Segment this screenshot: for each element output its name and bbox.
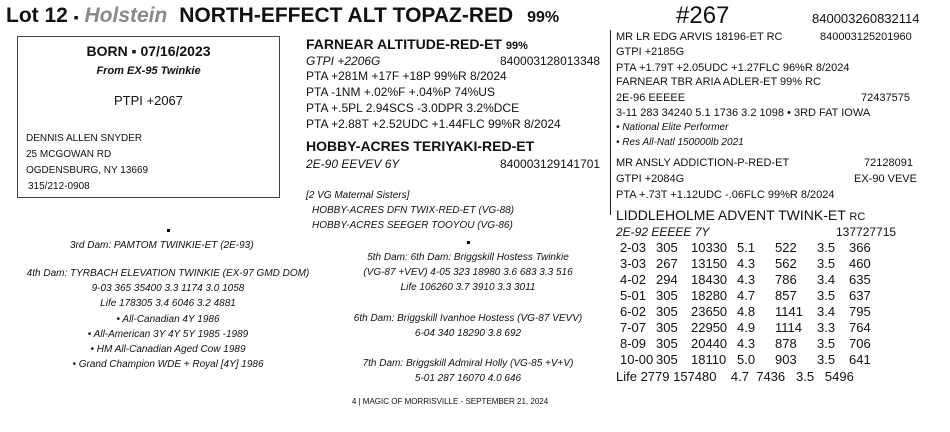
lactation-cell: 4.9 [737, 320, 756, 335]
sisters-heading: [2 VG Maternal Sisters] [306, 190, 410, 201]
fourth-dam-award-1: • All-Canadian 4Y 1986 [116, 314, 220, 325]
lactation-cell: 3.5 [817, 336, 836, 351]
lactation-cell: 786 [775, 272, 797, 287]
consignor-phone: 315/212-0908 [28, 181, 90, 192]
lactation-cell: 267 [656, 256, 678, 271]
lactation-cell: 641 [849, 352, 871, 367]
born-box [17, 36, 280, 198]
lactation-cell: 3.4 [817, 272, 836, 287]
lactation-cell: 4.3 [737, 272, 756, 287]
fourth-dam-award-3: • HM All-Canadian Aged Cow 1989 [90, 344, 246, 355]
lactation-cell: 305 [656, 288, 678, 303]
lactation-cell: 706 [849, 336, 871, 351]
dam-name: HOBBY-ACRES TERIYAKI-RED-ET [306, 138, 535, 154]
lactation-cell: 3.5 [817, 240, 836, 255]
seventh-dam-record: 5-01 287 16070 4.0 646 [414, 373, 522, 384]
dam-dam: LIDDLEHOLME ADVENT TWINK-ET [616, 207, 846, 223]
lactation-cell: 3.3 [817, 320, 836, 335]
lactation-cell: 1141 [775, 304, 803, 319]
lactation-cell: 18430 [691, 272, 728, 287]
lactation-cell: 795 [849, 304, 871, 319]
sire-pta-3: PTA +.5PL 2.94SCS -3.0DPR 3.2%DCE [306, 101, 520, 115]
sire-sire-pta: PTA +1.79T +2.05UDC +1.27FLC 96%R 8/2024 [616, 62, 850, 74]
seventh-dam: 7th Dam: Briggskill Admiral Holly (VG-85 +V+V) [362, 358, 574, 369]
fourth-dam-life: Life 178305 3.4 6046 3.2 4881 [100, 298, 236, 309]
dam-sire-class: EX-90 VEVE [854, 173, 917, 185]
dam-sire-pta: PTA +.73T +1.12UDC -.06FLC 99%R 8/2024 [616, 189, 835, 201]
lot-number: Lot 12 [6, 4, 68, 27]
lactation-row [620, 321, 889, 337]
lactation-cell: 4.7 [737, 288, 756, 303]
section-dot [167, 229, 170, 232]
sire-sire-gtpi: GTPI +2185G [616, 46, 685, 58]
lactation-cell: 4-02 [620, 272, 647, 287]
section-dot [467, 241, 470, 244]
lot-header [6, 4, 559, 28]
lactation-cell: 3.5 [817, 288, 836, 303]
sire-pta-2: PTA -1NM +.02%F +.04%P 74%US [306, 85, 495, 99]
fourth-dam-record: 9-03 365 35400 3.3 1174 3.0 1058 [91, 283, 245, 294]
lactation-cell: 5.1 [737, 240, 756, 255]
fourth-dam: 4th Dam: TYRBACH ELEVATION TWINKIE (EX-97 GMD DOM) [26, 268, 310, 279]
lactation-cell: 6-02 [620, 304, 647, 319]
sire-dam-reg: 72437575 [861, 92, 910, 104]
fifth-sixth-dam-record: (VG-87 +VEV) 4-05 323 18980 3.6 683 3.3 516 [363, 267, 573, 278]
breed: Holstein [84, 4, 168, 27]
lactation-cell: 18280 [691, 288, 728, 303]
sire-pta-1: PTA +281M +17F +18P 99%R 8/2024 [306, 69, 507, 83]
ptpi: PTPI +2067 [113, 93, 184, 108]
dam-dam-row [616, 207, 865, 223]
sire-pta-4: PTA +2.88T +2.52UDC +1.44FLC 99%R 8/2024 [306, 117, 561, 131]
lactation-cell: 635 [849, 272, 871, 287]
dam-dam-class: 2E-92 EEEEE 7Y [616, 225, 710, 239]
lactation-cell: 903 [775, 352, 797, 367]
sister-2: HOBBY-ACRES SEEGER TOOYOU (VG-86) [312, 220, 513, 231]
lactation-row [620, 353, 889, 369]
lactation-cell: 366 [849, 240, 871, 255]
dam-dam-reg: 137727715 [836, 225, 897, 239]
lactation-cell: 13150 [691, 256, 728, 271]
sire-reg: 840003128013348 [500, 54, 601, 68]
lactation-cell: 3.4 [817, 304, 836, 319]
catalog-number: #267 [676, 2, 730, 29]
consignor-address: 25 MCGOWAN RD [26, 149, 112, 160]
lactation-cell: 1114 [775, 320, 802, 335]
lactation-cell: 522 [775, 240, 797, 255]
fourth-dam-award-4: • Grand Champion WDE + Royal [4Y] 1986 [72, 359, 264, 370]
consignor-name: DENNIS ALLEN SNYDER [26, 133, 143, 144]
lactation-row [620, 257, 889, 273]
page-footer: 4 | MAGIC OF MORRISVILLE - SEPTEMBER 21, 2024 [351, 397, 549, 406]
sixth-dam: 6th Dam: Briggskill Ivanhoe Hostess (VG-87 VEVV) [353, 313, 583, 324]
sire-pct: 99% [505, 40, 528, 52]
lactation-cell: 22950 [691, 320, 728, 335]
lactation-cell: 23650 [691, 304, 728, 319]
lactation-row [620, 305, 889, 321]
sire-dam: FARNEAR TBR ARIA ADLER-ET 99% RC [616, 76, 821, 88]
lactation-table [620, 241, 889, 369]
lactation-cell: 8-09 [620, 336, 647, 351]
born-date: BORN ▪ 07/16/2023 [86, 43, 211, 59]
lactation-row [620, 289, 889, 305]
divider [610, 155, 611, 215]
lactation-cell: 764 [849, 320, 871, 335]
lactation-cell: 4.3 [737, 336, 756, 351]
fifth-sixth-dam-life: Life 106260 3.7 3910 3.3 3011 [400, 282, 536, 293]
dam-class: 2E-90 EEVEV 6Y [306, 157, 400, 171]
dam-reg: 840003129141701 [500, 157, 601, 171]
sire-gtpi: GTPI +2206G [306, 54, 381, 68]
lactation-cell: 4.8 [737, 304, 756, 319]
from-dam: From EX-95 Twinkie [96, 65, 201, 77]
sire-dam-honor-2: • Res All-Natl 150000lb 2021 [616, 137, 744, 148]
dam-dam-lifetime: Life 2779 157480 4.7 7436 3.5 5496 [616, 369, 854, 384]
lactation-cell: 10330 [691, 240, 728, 255]
lactation-cell: 305 [656, 352, 678, 367]
lactation-cell: 18110 [691, 352, 727, 367]
lactation-cell: 3-03 [620, 256, 647, 271]
dam-dam-rc: RC [849, 211, 866, 223]
lactation-cell: 562 [775, 256, 797, 271]
fourth-dam-award-2: • All-American 3Y 4Y 5Y 1985 -1989 [87, 329, 249, 340]
dam-sire-gtpi: GTPI +2084G [616, 173, 685, 185]
dam-sire: MR ANSLY ADDICTION-P-RED-ET [616, 157, 790, 169]
lactation-cell: 5-01 [620, 288, 647, 303]
lactation-cell: 305 [656, 240, 678, 255]
fifth-sixth-dam: 5th Dam: 6th Dam: Briggskill Hostess Twinkie [367, 252, 569, 263]
lactation-cell: 3.5 [817, 256, 836, 271]
sire-dam-class: 2E-96 EEEEE [616, 92, 686, 104]
dam-sire-reg: 72128091 [864, 157, 913, 169]
animal-name: NORTH-EFFECT ALT TOPAZ-RED [179, 4, 514, 27]
sire-sire-reg: 840003125201960 [820, 31, 912, 43]
lactation-cell: 878 [775, 336, 797, 351]
lactation-row [620, 337, 889, 353]
sire-sire: MR LR EDG ARVIS 18196-ET RC [616, 31, 783, 43]
sire-name-row [306, 36, 528, 52]
lactation-row [620, 241, 889, 257]
lactation-cell: 3.5 [817, 352, 836, 367]
lactation-cell: 305 [656, 304, 678, 319]
lactation-cell: 305 [656, 320, 678, 335]
lactation-cell: 294 [656, 272, 678, 287]
sixth-dam-record: 6-04 340 18290 3.8 692 [414, 328, 522, 339]
header-reg: 840003260832114 [812, 11, 920, 26]
lactation-cell: 460 [849, 256, 871, 271]
lactation-row [620, 273, 889, 289]
lactation-cell: 637 [849, 288, 871, 303]
lactation-cell: 20440 [691, 336, 728, 351]
sire-dam-honor-1: • National Elite Performer [616, 122, 729, 133]
sire-dam-record: 3-11 283 34240 5.1 1736 3.2 1098 • 3RD FAT IOWA [616, 107, 871, 119]
lactation-cell: 857 [775, 288, 797, 303]
name-percent: 99% [527, 9, 560, 26]
divider [610, 30, 611, 155]
separator: ▪ [73, 9, 79, 25]
sister-1: HOBBY-ACRES DFN TWIX-RED-ET (VG-88) [312, 205, 515, 216]
lactation-cell: 305 [656, 336, 678, 351]
sire-name: FARNEAR ALTITUDE-RED-ET [306, 36, 502, 52]
lactation-cell: 10-00 [620, 352, 654, 367]
lactation-cell: 2-03 [620, 240, 647, 255]
lactation-cell: 7-07 [620, 320, 647, 335]
third-dam: 3rd Dam: PAMTOM TWINKIE-ET (2E-93) [70, 240, 254, 251]
lactation-cell: 5.0 [737, 352, 756, 367]
consignor-city: OGDENSBURG, NY 13669 [26, 165, 149, 176]
lactation-cell: 4.3 [737, 256, 756, 271]
